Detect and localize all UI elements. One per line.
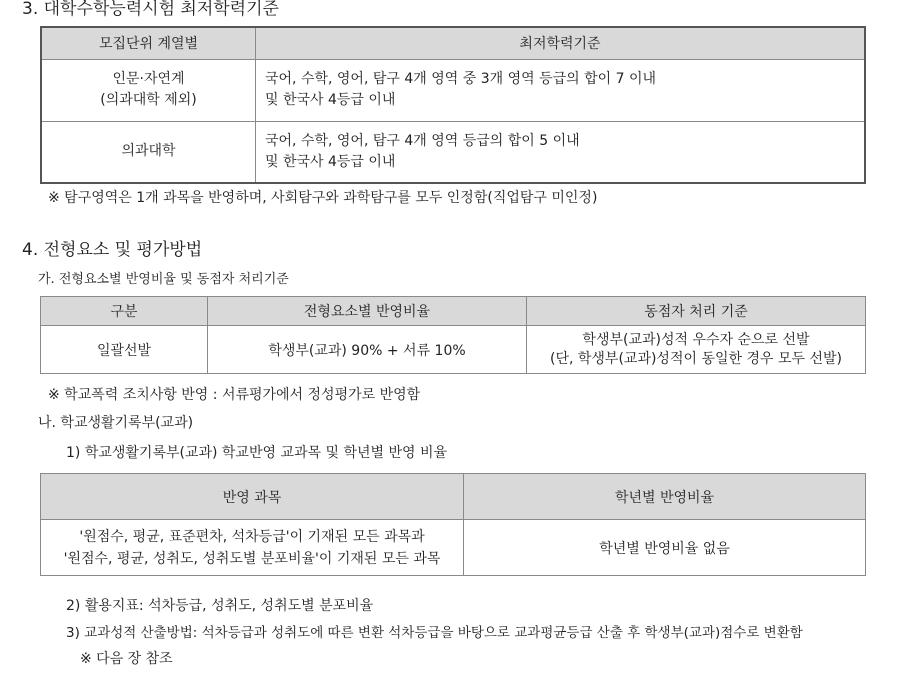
unit-cell	[41, 59, 256, 121]
subsection-na-title: 나. 학교생활기록부(교과)	[38, 415, 194, 431]
criteria-line: 및 한국사 4등급 이내	[265, 92, 396, 108]
subject-ratio-table	[40, 473, 866, 576]
header-ratio: 전형요소별 반영비율	[208, 297, 527, 326]
unit-line: 의과대학	[121, 143, 176, 160]
grade-ratio-cell: 학년별 반영비율 없음	[464, 520, 866, 576]
ratio-cell: 학생부(교과) 90% + 서류 10%	[208, 326, 527, 374]
subjects-line: '원점수, 평균, 표준편차, 석차등급'이 기재된 모든 과목과	[79, 528, 425, 545]
tie-line: 학생부(교과)성적 우수자 순으로 선발	[582, 331, 810, 348]
unit-line: (의과대학 제외)	[100, 92, 197, 108]
header-grade-ratio: 학년별 반영비율	[464, 474, 866, 520]
header-tie: 동점자 처리 기준	[527, 297, 866, 326]
subsection-ga-title: 가. 전형요소별 반영비율 및 동점자 처리기준	[38, 272, 289, 287]
criteria-line: 국어, 수학, 영어, 탐구 4개 영역 등급의 합이 5 이내	[265, 132, 580, 149]
type-cell: 일괄선발	[41, 326, 208, 374]
subjects-cell	[41, 520, 464, 576]
criteria-line: 국어, 수학, 영어, 탐구 4개 영역 중 3개 영역 등급의 합이 7 이내	[265, 71, 657, 87]
subjects-line: '원점수, 평균, 성취도, 성취도별 분포비율'이 기재된 모든 과목	[63, 550, 441, 567]
inquiry-note: ※ 탐구영역은 1개 과목을 반영하며, 사회탐구와 과학탐구를 모두 인정함(직업탐구 미인정)	[48, 190, 598, 206]
table-row	[41, 59, 865, 121]
criteria-line: 및 한국사 4등급 이내	[265, 153, 396, 170]
tie-cell	[527, 326, 866, 374]
table-row	[41, 326, 866, 374]
header-criteria: 최저학력기준	[256, 27, 866, 59]
header-unit: 모집단위 계열별	[41, 27, 256, 59]
evaluation-ratio-table	[40, 296, 866, 374]
header-subjects: 반영 과목	[41, 474, 464, 520]
min-criteria-table	[40, 26, 866, 184]
header-type: 구분	[41, 297, 208, 326]
next-page-note: ※ 다음 장 참조	[80, 651, 173, 667]
violence-note: ※ 학교폭력 조치사항 반영 : 서류평가에서 정성평가로 반영함	[48, 387, 421, 403]
item-2: 2) 활용지표: 석차등급, 성취도, 성취도별 분포비율	[66, 598, 374, 614]
criteria-cell	[256, 59, 866, 121]
table-row	[41, 520, 866, 576]
criteria-cell	[256, 121, 866, 183]
item-3: 3) 교과성적 산출방법: 석차등급과 성취도에 따른 변환 석차등급을 바탕으로 교과평균등급 산출 후 학생부(교과)점수로 변환함	[66, 625, 803, 641]
section3-title: 3. 대학수학능력시험 최저학력기준	[22, 0, 279, 19]
tie-line: (단, 학생부(교과)성적이 동일한 경우 모두 선발)	[550, 350, 842, 367]
unit-line: 인문·자연계	[112, 71, 185, 87]
table-header-row	[41, 297, 866, 326]
table-header-row	[41, 27, 865, 59]
table-header-row	[41, 474, 866, 520]
section4-title: 4. 전형요소 및 평가방법	[22, 240, 203, 260]
table-row	[41, 121, 865, 183]
item-1: 1) 학교생활기록부(교과) 학교반영 교과목 및 학년별 반영 비율	[66, 445, 448, 461]
unit-cell	[41, 121, 256, 183]
